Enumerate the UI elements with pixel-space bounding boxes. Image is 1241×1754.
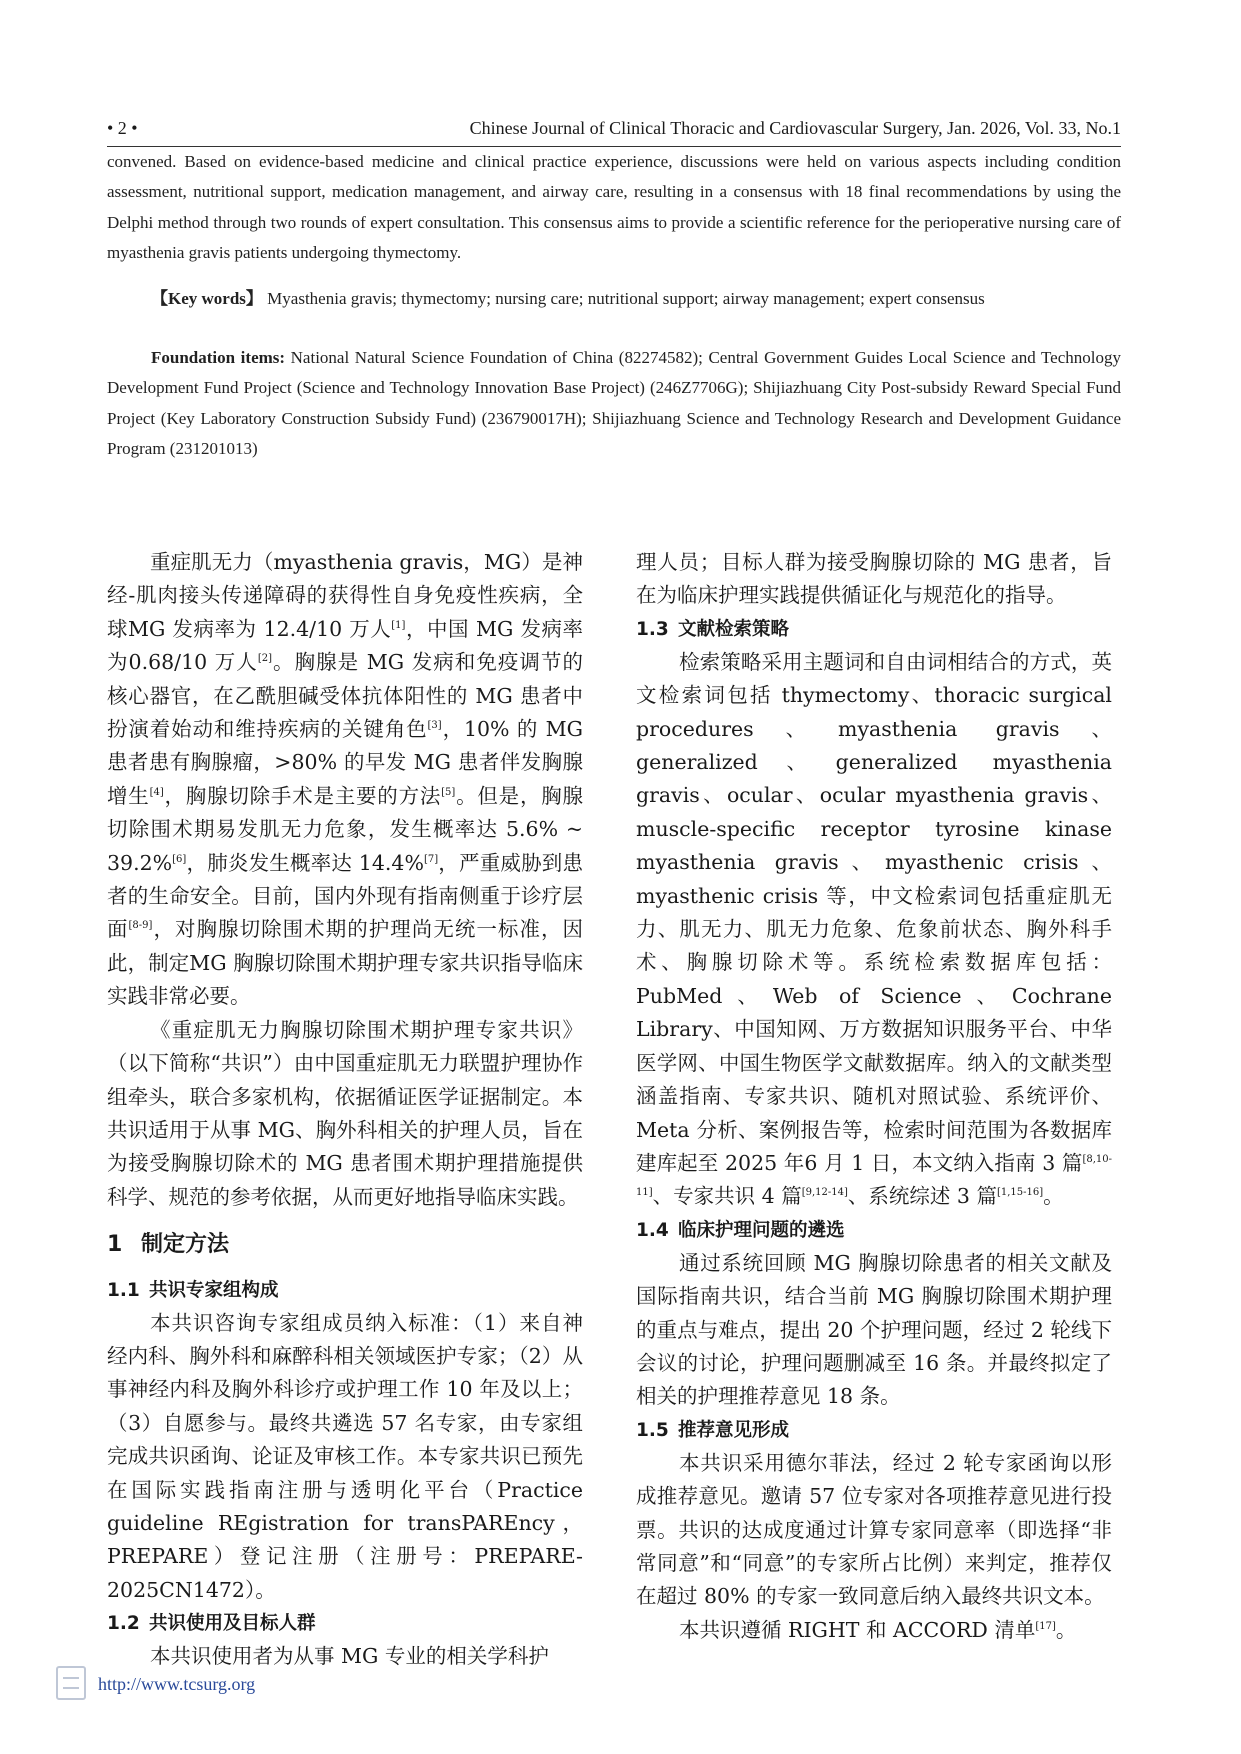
page-number: • 2 • [107,118,138,138]
ref-2[interactable]: [2] [257,653,272,665]
right-column [636,546,1112,1647]
paragraph-1-4: 通过系统回顾 MG 胸腺切除患者的相关文献及国际指南共识，结合当前 MG 胸腺切除围术期护理的重点与难点，提出 20 个护理问题，经过 2 轮线下会议的讨论，护理问题删减至 16 条。并最终拟定了相关的护理推荐意见 18 条。 [636,1250,1112,1409]
paragraph-1-2-start: 本共识使用者为从事 MG 专业的相关学科护 [150,1644,549,1669]
paragraph-1-2-end: 理人员；目标人群为接受胸腺切除的 MG 患者，旨在为临床护理实践提供循证化与规范化的指导。 [636,550,1112,608]
foundation-text: National Natural Science Foundation of China (82274582); Central Government Guides Local Science and Technology Development Fund Project (Science and Technology Innovation Base Project) (246Z7706G); Shijiazhuang City Post-subsidy Reward Special Fund Project (Key Laboratory Construction Subsidy Fund) (236790017H); Shijiazhuang Science and Technology Research and Development Guidance Program (231201013) [107,348,1121,458]
ref-4[interactable]: [4] [149,786,164,798]
paragraph-1-5: 本共识采用德尔菲法，经过 2 轮专家函询以形成推荐意见。邀请 57 位专家对各项推荐意见进行投票。共识的达成度通过计算专家同意率（即选择“非常同意”和“同意”的专家所占比例）来判定，推荐仅在超过 80% 的专家一致同意后纳入最终共识文本。 [636,1450,1112,1609]
subsection-heading-1-1: 1.1 共识专家组构成 [107,1279,279,1301]
ref-8-10-11[interactable]: [8,10-11] [636,1153,1112,1199]
ref-9-12-14[interactable]: [9,12-14] [801,1187,848,1199]
intro-paragraph-2: 《重症肌无力胸腺切除围术期护理专家共识》（以下简称“共识”）由中国重症肌无力联盟护理协作组牵头，联合多家机构，依据循证医学证据制定。本共识适用于从事 MG、胸外科相关的护理人员，旨在为接受胸腺切除术的 MG 患者围术期护理措施提供科学、规范的参考依据，从而更好地指导临床实践。 [107,1017,583,1209]
paragraph-1-5-right: 本共识遵循 RIGHT 和 ACCORD 清单[17]。 [679,1617,1077,1642]
subsection-heading-1-5: 1.5 推荐意见形成 [636,1419,790,1441]
running-header [107,116,1121,147]
journal-url-link[interactable]: http://www.tcsurg.org [98,1674,256,1694]
foundation-block [107,343,1121,464]
paragraph-1-1: 本共识咨询专家组成员纳入标准：（1）来自神经内科、胸外科和麻醉科相关领域医护专家；（2）从事神经内科及胸外科诊疗或护理工作 10 年及以上；（3）自愿参与。最终共遴选 57 名专家，由专家组完成共识函询、论证及审核工作。本专家共识已预先在国际实践指南注册与透明化平台（Practice guideline REgistration for transPAREncy，PREPARE）登记注册（注册号：PREPARE-2025CN1472）。 [107,1310,583,1602]
ref-1[interactable]: [1] [391,619,406,631]
ref-5[interactable]: [5] [441,786,456,798]
left-column [107,546,583,1674]
ref-8-9[interactable]: [8-9] [128,920,153,932]
ref-1-15-16[interactable]: [1,15-16] [996,1187,1044,1199]
abstract-continuation [107,147,1121,268]
ref-6[interactable]: [6] [172,853,187,865]
abstract-text: convened. Based on evidence-based medicine and clinical practice experience, discussions were held on various aspects including condition assessment, nutritional support, medication management, and airway care, resulting in a consensus with 18 final recommendations by using the Delphi method through two rounds of expert consultation. This consensus aims to provide a scientific reference for the perioperative nursing care of myasthenia gravis patients undergoing thymectomy. [107,152,1121,262]
keywords-label: 【Key words】 [151,289,263,308]
intro-paragraph-1: 重症肌无力（myasthenia gravis，MG）是神经-肌肉接头传递障碍的获得性自身免疫性疾病，全球MG 发病率为 12.4/10 万人[1]，中国 MG 发病率为0.68/10 万人[2]。胸腺是 MG 发病和免疫调节的核心器官，在乙酰胆碱受体抗体阳性的 MG 患者中扮演着始动和维持疾病的关键角色[3]，10% 的 MG 患者患有胸腺瘤，>80% 的早发 MG 患者伴发胸腺增生[4]，胸腺切除手术是主要的方法[5]。但是，胸腺切除围术期易发肌无力危象，发生概率达 5.6% ~ 39.2%[6]，肺炎发生概率达 14.4%[7]，严重威胁到患者的生命安全。目前，国内外现有指南侧重于诊疗层面[8-9]，对胸腺切除围术期的护理尚无统一标准，因此，制定MG 胸腺切除围术期护理专家共识指导临床实践非常必要。 [107,550,584,1009]
foundation-label: Foundation items: [151,348,286,367]
ref-7[interactable]: [7] [423,853,439,865]
ref-17[interactable]: [17] [1035,1620,1056,1632]
journal-citation: Chinese Journal of Clinical Thoracic and Cardiovascular Surgery, Jan. 2026, Vol. 33, No.1 [469,118,1121,138]
subsection-heading-1-3: 1.3 文献检索策略 [636,618,790,640]
journal-logo-icon [56,1666,86,1700]
keywords-block [107,284,1121,314]
paragraph-1-3: 检索策略采用主题词和自由词相结合的方式，英文检索词包括 thymectomy、thoracic surgical procedures、myasthenia gravis、generalized、generalized myasthenia gravis、ocular、ocular myasthenia gravis、muscle-specific receptor tyrosine kinase myasthenia gravis、myasthenic crisis、myasthenic crisis 等，中文检索词包括重症肌无力、肌无力、肌无力危象、危象前状态、胸外科手术、胸腺切除术等。系统检索数据库包括：PubMed、Web of Science、Cochrane Library、中国知网、万方数据知识服务平台、中华医学网、中国生物医学文献数据库。纳入的文献类型涵盖指南、专家共识、随机对照试验、系统评价、Meta 分析、案例报告等，检索时间范围为各数据库建库起至 2025 年6 月 1 日，本文纳入指南 3 篇[8,10-11]、专家共识 4 篇[9,12-14]、系统综述 3 篇[1,15-16]。 [636,649,1112,1209]
subsection-heading-1-2: 1.2 共识使用及目标人群 [107,1613,316,1635]
section-heading-1: 1 制定方法 [107,1232,230,1258]
ref-3[interactable]: [3] [427,720,442,732]
subsection-heading-1-4: 1.4 临床护理问题的遴选 [636,1219,845,1241]
keywords-text: Myasthenia gravis; thymectomy; nursing care; nutritional support; airway management; expert consensus [267,289,985,308]
